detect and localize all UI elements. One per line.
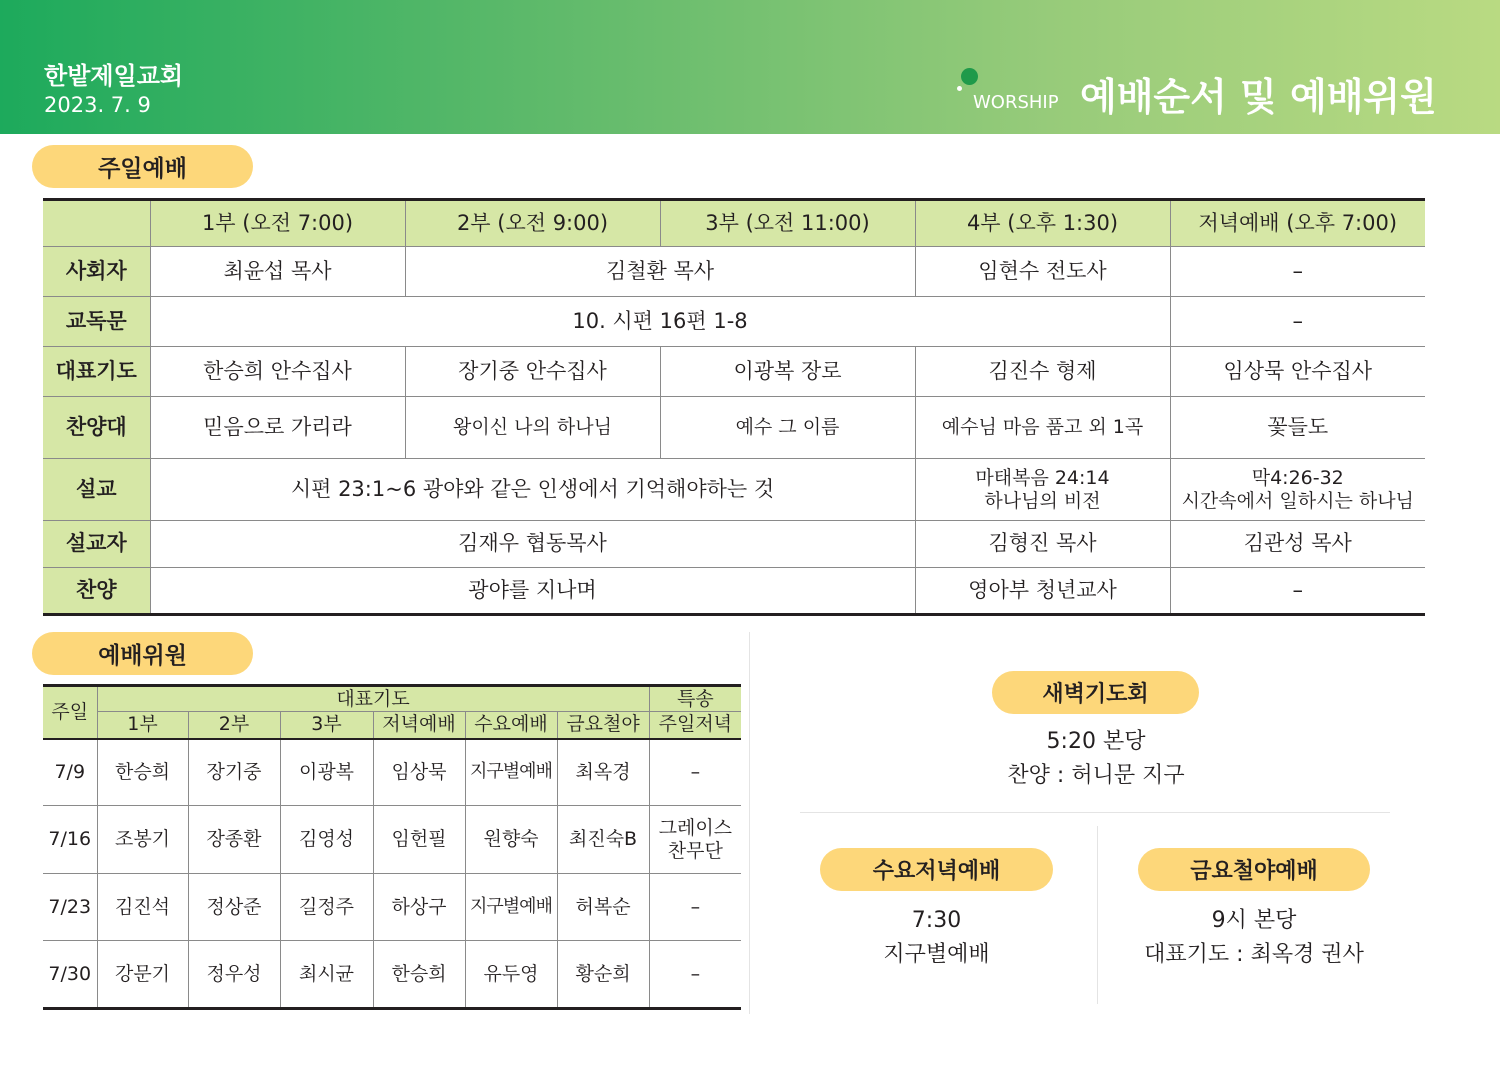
cell: 광야를 지나며 — [150, 568, 915, 615]
cell: 꽃들도 — [1170, 397, 1425, 459]
cell-line: 찬무단 — [667, 839, 723, 862]
table-row — [43, 347, 1425, 397]
cell: 이광복 장로 — [660, 347, 915, 397]
friday-time: 9시 본당 — [1211, 908, 1297, 933]
header-group-prayer: 대표기도 — [97, 686, 649, 712]
table-header-row — [43, 200, 1425, 247]
cell: 장기중 안수집사 — [405, 347, 660, 397]
subheader: 수요예배 — [465, 712, 557, 739]
cell: 임헌필 — [373, 806, 465, 874]
header-service-3: 3부 (오전 11:00) — [660, 200, 915, 247]
wednesday-worship-pill: 수요저녁예배 — [820, 848, 1053, 891]
cell-line: 마태복음 24:14 — [975, 466, 1110, 489]
dawn-hymn: 찬양 : 허니문 지구 — [1007, 763, 1185, 788]
bulletin-date: 2023. 7. 9 — [44, 93, 151, 117]
church-name: 한밭제일교회 — [44, 62, 184, 90]
cell: 김진수 형제 — [915, 347, 1170, 397]
cell: 한승희 — [373, 941, 465, 1009]
table-row — [43, 459, 1425, 521]
cell: 최옥경 — [557, 739, 649, 806]
cell: 왕이신 나의 하나님 — [405, 397, 660, 459]
cell: – — [649, 874, 741, 941]
cell: 장기중 — [188, 739, 280, 806]
worship-label: WORSHIP — [973, 92, 1059, 113]
cell: 김재우 협동목사 — [150, 521, 915, 568]
row-label-reading: 교독문 — [43, 297, 150, 347]
cell: – — [1170, 247, 1425, 297]
cell: 길정주 — [280, 874, 373, 941]
dawn-prayer-info — [900, 725, 1292, 793]
cell: 최진숙B — [557, 806, 649, 874]
row-label-sermon: 설교 — [43, 459, 150, 521]
header-service-4: 4부 (오후 1:30) — [915, 200, 1170, 247]
cell: 장종환 — [188, 806, 280, 874]
cell-line: 시간속에서 일하시는 하나님 — [1181, 489, 1414, 512]
cell — [915, 459, 1170, 521]
cell: – — [649, 739, 741, 806]
table-row — [43, 874, 741, 941]
header-group-special: 특송 — [649, 686, 741, 712]
cell: – — [649, 941, 741, 1009]
cell-line: 그레이스 — [658, 816, 733, 839]
subheader: 저녁예배 — [373, 712, 465, 739]
header-service-1: 1부 (오전 7:00) — [150, 200, 405, 247]
cell: 정우성 — [188, 941, 280, 1009]
divider — [1097, 826, 1098, 1004]
cell: 예수님 마음 품고 외 1곡 — [915, 397, 1170, 459]
cell: 이광복 — [280, 739, 373, 806]
page-title: 예배순서 및 예배위원 — [1080, 75, 1437, 119]
cell: 원향숙 — [465, 806, 557, 874]
cell: 믿음으로 가리라 — [150, 397, 405, 459]
cell: 최윤섭 목사 — [150, 247, 405, 297]
members-pill: 예배위원 — [32, 632, 253, 675]
dawn-prayer-pill: 새벽기도회 — [992, 671, 1199, 714]
cell: 임상묵 — [373, 739, 465, 806]
green-dot-icon — [961, 68, 978, 85]
members-subheader-row — [43, 712, 741, 739]
subheader: 금요철야 — [557, 712, 649, 739]
divider — [800, 812, 1390, 813]
members-group-header-row — [43, 686, 741, 712]
cell: 유두영 — [465, 941, 557, 1009]
table-row — [43, 297, 1425, 347]
row-label-preacher: 설교자 — [43, 521, 150, 568]
cell: 영아부 청년교사 — [915, 568, 1170, 615]
cell: 한승희 — [97, 739, 188, 806]
cell: 10. 시편 16편 1-8 — [150, 297, 1170, 347]
sunday-worship-table — [43, 198, 1425, 616]
cell: 임현수 전도사 — [915, 247, 1170, 297]
cell — [1170, 459, 1425, 521]
row-label-host: 사회자 — [43, 247, 150, 297]
cell: 하상구 — [373, 874, 465, 941]
wednesday-detail: 지구별예배 — [883, 942, 990, 967]
friday-worship-pill: 금요철야예배 — [1138, 848, 1370, 891]
table-row — [43, 521, 1425, 568]
subheader: 2부 — [188, 712, 280, 739]
cell: 예수 그 이름 — [660, 397, 915, 459]
row-date: 7/30 — [43, 941, 97, 1009]
cell: 임상묵 안수집사 — [1170, 347, 1425, 397]
wednesday-time: 7:30 — [911, 908, 962, 933]
row-label-prayer: 대표기도 — [43, 347, 150, 397]
subheader: 주일저녁 — [649, 712, 741, 739]
table-row — [43, 247, 1425, 297]
row-date: 7/9 — [43, 739, 97, 806]
cell: 강문기 — [97, 941, 188, 1009]
cell: 한승희 안수집사 — [150, 347, 405, 397]
dawn-time: 5:20 본당 — [1046, 729, 1146, 754]
row-date: 7/23 — [43, 874, 97, 941]
cell: 지구별예배 — [465, 739, 557, 806]
cell: 조봉기 — [97, 806, 188, 874]
header-service-evening: 저녁예배 (오후 7:00) — [1170, 200, 1425, 247]
header-service-2: 2부 (오전 9:00) — [405, 200, 660, 247]
cell: 김영성 — [280, 806, 373, 874]
cell: – — [1170, 297, 1425, 347]
cell: 지구별예배 — [465, 874, 557, 941]
friday-detail: 대표기도 : 최옥경 권사 — [1144, 942, 1364, 967]
row-label-choir: 찬양대 — [43, 397, 150, 459]
divider — [749, 632, 750, 1014]
table-row — [43, 568, 1425, 615]
cell-line: 막4:26-32 — [1251, 466, 1344, 489]
small-dot-icon — [957, 86, 962, 91]
header-date: 주일 — [43, 686, 97, 739]
cell: 정상준 — [188, 874, 280, 941]
table-row — [43, 941, 741, 1009]
row-date: 7/16 — [43, 806, 97, 874]
cell-line: 하나님의 비전 — [984, 489, 1101, 512]
header-blank — [43, 200, 150, 247]
wednesday-worship-info — [790, 904, 1083, 972]
members-table — [43, 684, 741, 1010]
table-row — [43, 806, 741, 874]
cell: 김관성 목사 — [1170, 521, 1425, 568]
cell: 김형진 목사 — [915, 521, 1170, 568]
cell: 김진석 — [97, 874, 188, 941]
page-header — [0, 0, 1500, 134]
subheader: 3부 — [280, 712, 373, 739]
cell — [649, 806, 741, 874]
friday-worship-info — [1104, 904, 1404, 972]
cell: – — [1170, 568, 1425, 615]
cell: 황순희 — [557, 941, 649, 1009]
table-row — [43, 739, 741, 806]
cell: 시편 23:1~6 광야와 같은 인생에서 기억해야하는 것 — [150, 459, 915, 521]
cell: 김철환 목사 — [405, 247, 915, 297]
cell: 최시균 — [280, 941, 373, 1009]
table-row — [43, 397, 1425, 459]
sunday-worship-pill: 주일예배 — [32, 145, 253, 188]
cell: 허복순 — [557, 874, 649, 941]
subheader: 1부 — [97, 712, 188, 739]
row-label-hymn: 찬양 — [43, 568, 150, 615]
